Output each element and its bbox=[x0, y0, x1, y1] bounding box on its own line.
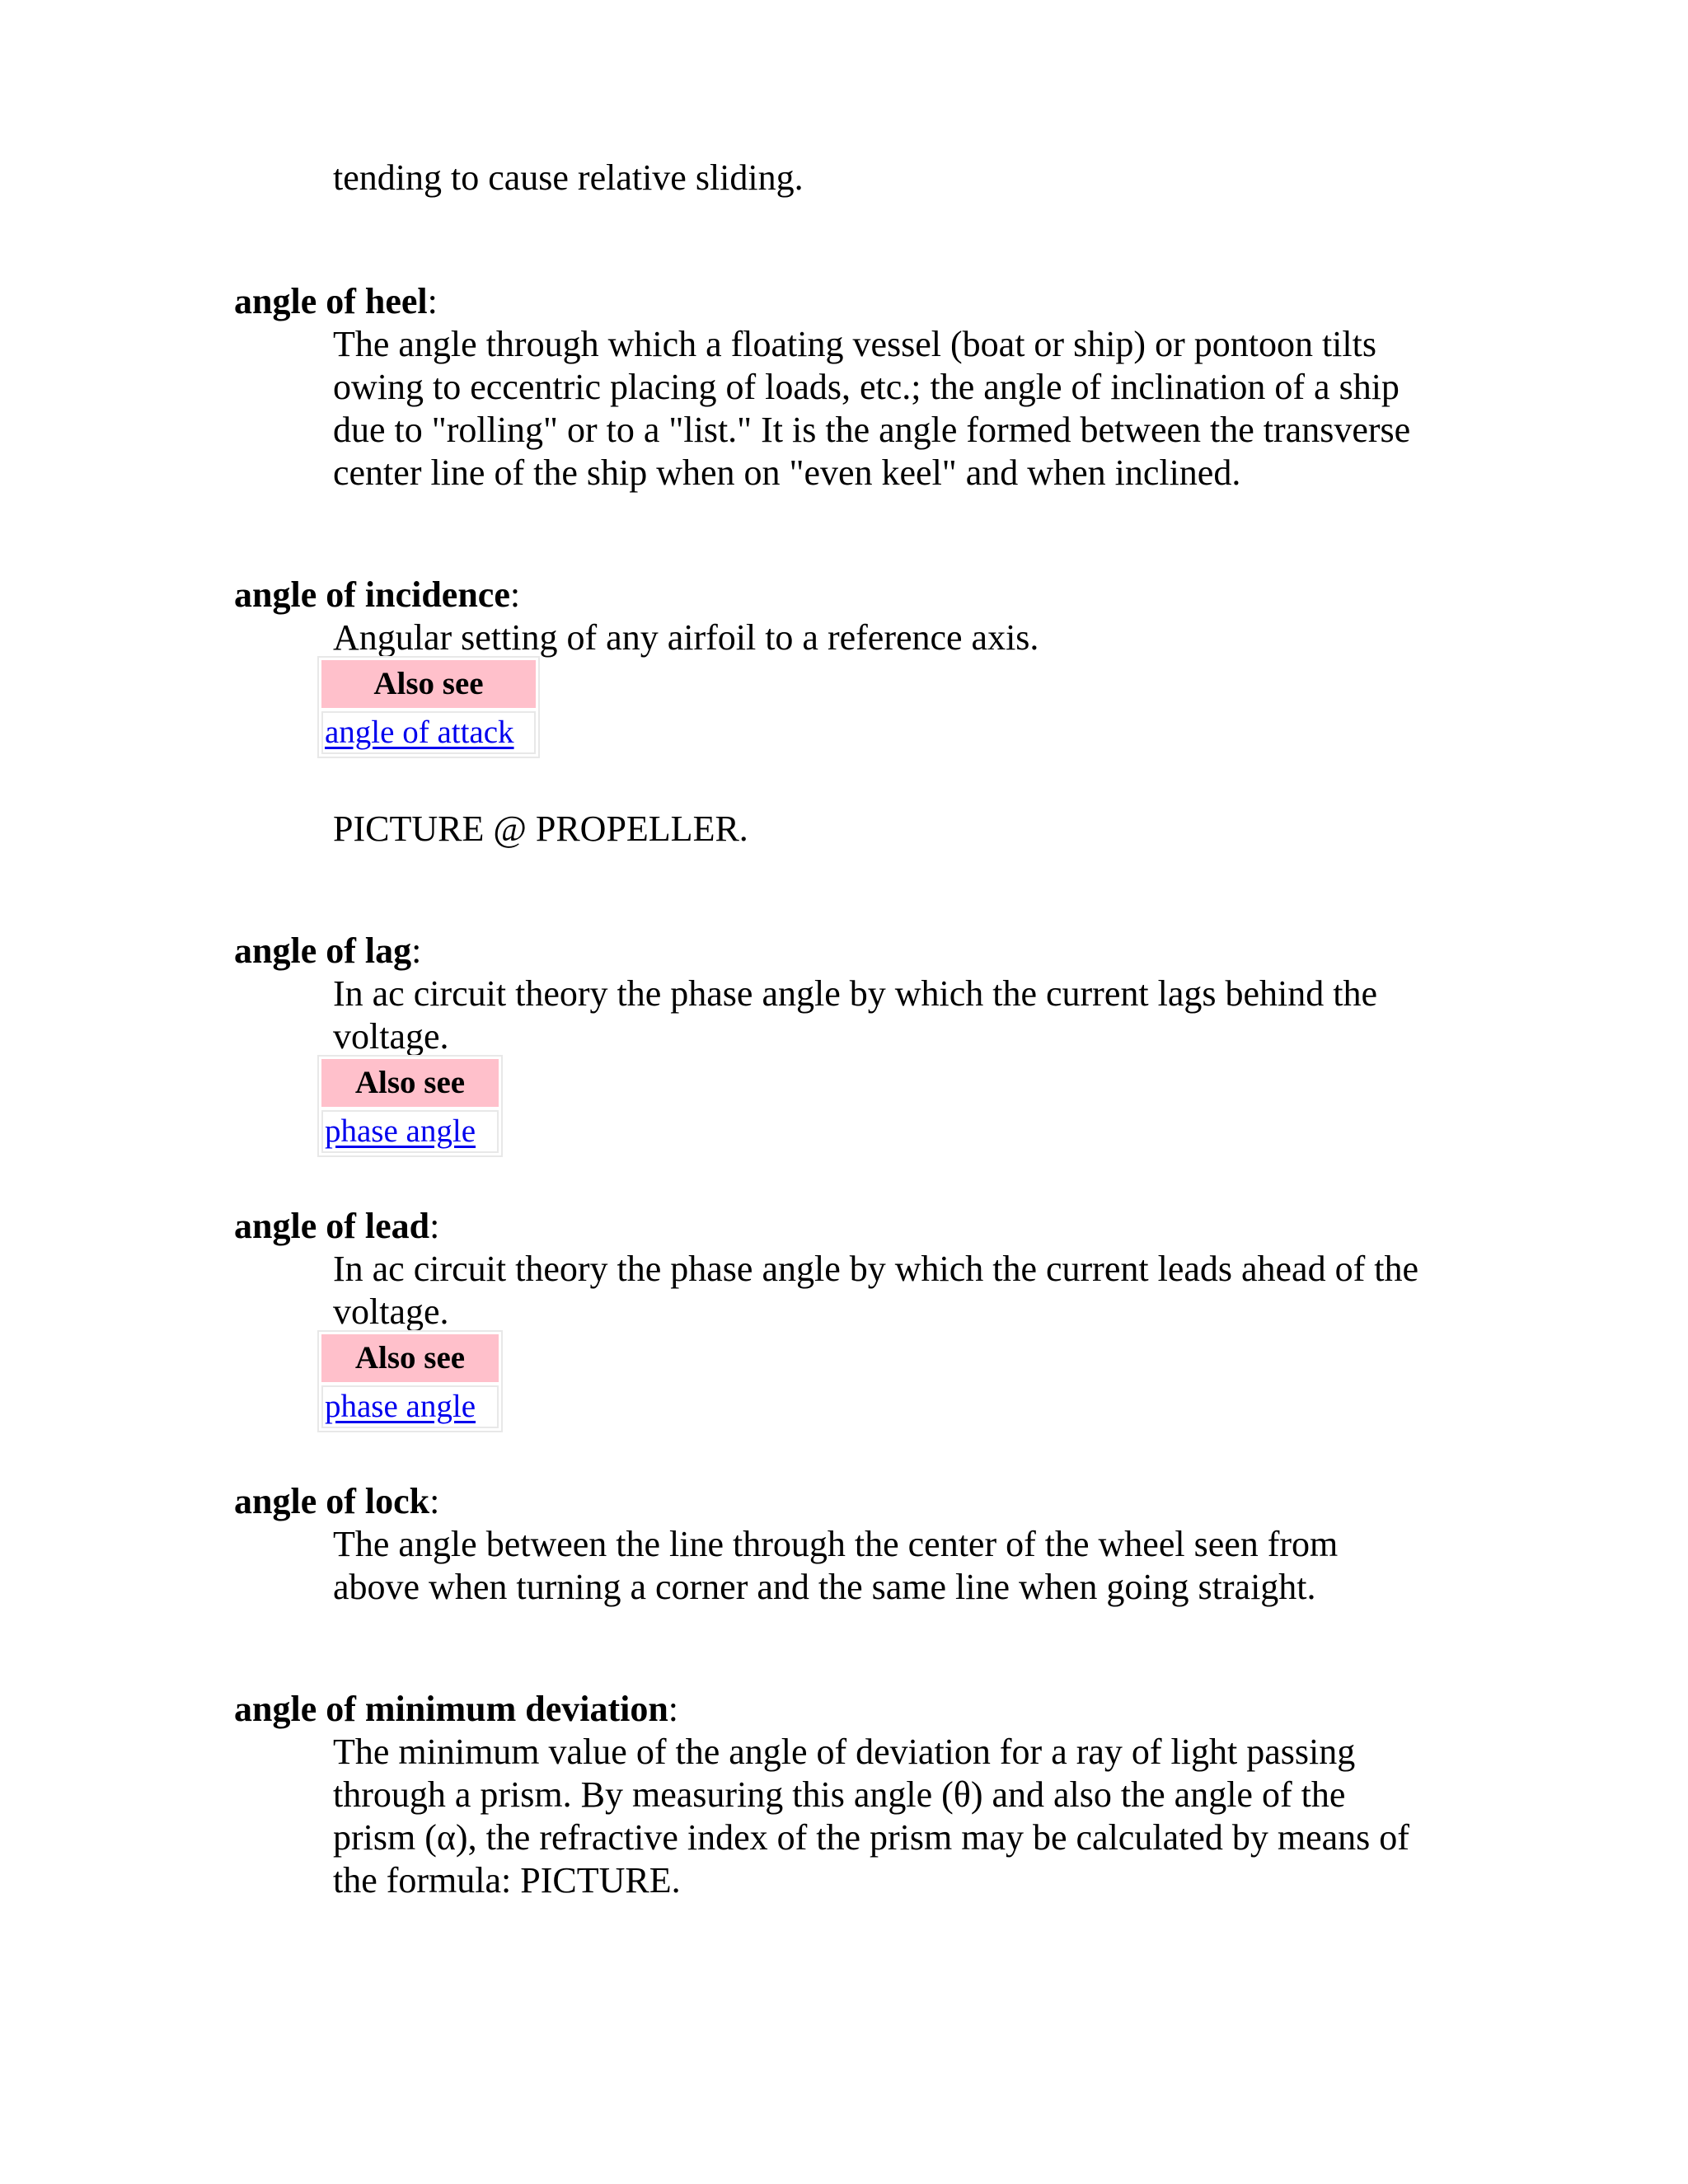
definition-line: voltage. bbox=[333, 1291, 449, 1332]
entry-term: angle of heel bbox=[234, 281, 428, 321]
see-also-header: Also see bbox=[321, 660, 536, 708]
see-also-cell bbox=[321, 1110, 499, 1153]
see-also-cell bbox=[321, 1385, 499, 1428]
term-colon: : bbox=[427, 281, 438, 321]
see-also-link-angle-of-attack[interactable]: angle of attack bbox=[325, 715, 514, 750]
definition-line: above when turning a corner and the same line when going straight. bbox=[333, 1567, 1316, 1607]
term-colon: : bbox=[509, 574, 521, 615]
see-also-link-phase-angle[interactable]: phase angle bbox=[325, 1113, 476, 1149]
definition-line: center line of the ship when on "even keel" and when inclined. bbox=[333, 452, 1241, 493]
definition-line: owing to eccentric placing of loads, etc.; the angle of inclination of a ship bbox=[333, 367, 1400, 407]
definition-line: The angle between the line through the center of the wheel seen from bbox=[333, 1524, 1339, 1564]
see-also-header: Also see bbox=[321, 1334, 499, 1382]
definition-fragment: tending to cause relative sliding. bbox=[333, 157, 804, 198]
definition-line: the formula: PICTURE. bbox=[333, 1860, 681, 1900]
see-also-header: Also see bbox=[321, 1059, 499, 1107]
definition-line: In ac circuit theory the phase angle by which the current lags behind the bbox=[333, 973, 1377, 1014]
entry-term: angle of lead bbox=[234, 1206, 430, 1246]
definition-line: voltage. bbox=[333, 1016, 449, 1057]
see-also-cell bbox=[321, 711, 536, 754]
see-also-box bbox=[317, 1330, 503, 1432]
entry-term: angle of lag bbox=[234, 930, 412, 971]
term-colon: : bbox=[429, 1481, 440, 1521]
entry-note: PICTURE @ PROPELLER. bbox=[333, 808, 748, 849]
definition-line: The minimum value of the angle of deviation for a ray of light passing bbox=[333, 1732, 1356, 1772]
definition-line: due to "rolling" or to a "list." It is the angle formed between the transverse bbox=[333, 410, 1411, 450]
see-also-box bbox=[317, 656, 540, 758]
entry-term-line bbox=[234, 280, 438, 323]
definition-line: prism (α), the refractive index of the prism may be calculated by means of bbox=[333, 1817, 1409, 1858]
definition-line: In ac circuit theory the phase angle by which the current leads ahead of the bbox=[333, 1249, 1418, 1289]
entry-term: angle of minimum deviation bbox=[234, 1689, 668, 1729]
entry-term-line bbox=[234, 930, 421, 972]
definition-line: The angle through which a floating vessel (boat or ship) or pontoon tilts bbox=[333, 324, 1376, 364]
entry-term-line bbox=[234, 1480, 439, 1523]
entry-term-line bbox=[234, 1205, 439, 1248]
entry-term-line bbox=[234, 1688, 678, 1731]
definition-line: Angular setting of any airfoil to a reference axis. bbox=[333, 617, 1039, 658]
entry-term-line bbox=[234, 574, 520, 616]
term-colon: : bbox=[411, 930, 422, 971]
definition-line: through a prism. By measuring this angle (θ) and also the angle of the bbox=[333, 1774, 1346, 1815]
see-also-box bbox=[317, 1055, 503, 1157]
term-colon: : bbox=[429, 1206, 440, 1246]
see-also-link-phase-angle[interactable]: phase angle bbox=[325, 1389, 476, 1424]
entry-term: angle of lock bbox=[234, 1481, 430, 1521]
term-colon: : bbox=[668, 1689, 679, 1729]
entry-term: angle of incidence bbox=[234, 574, 510, 615]
